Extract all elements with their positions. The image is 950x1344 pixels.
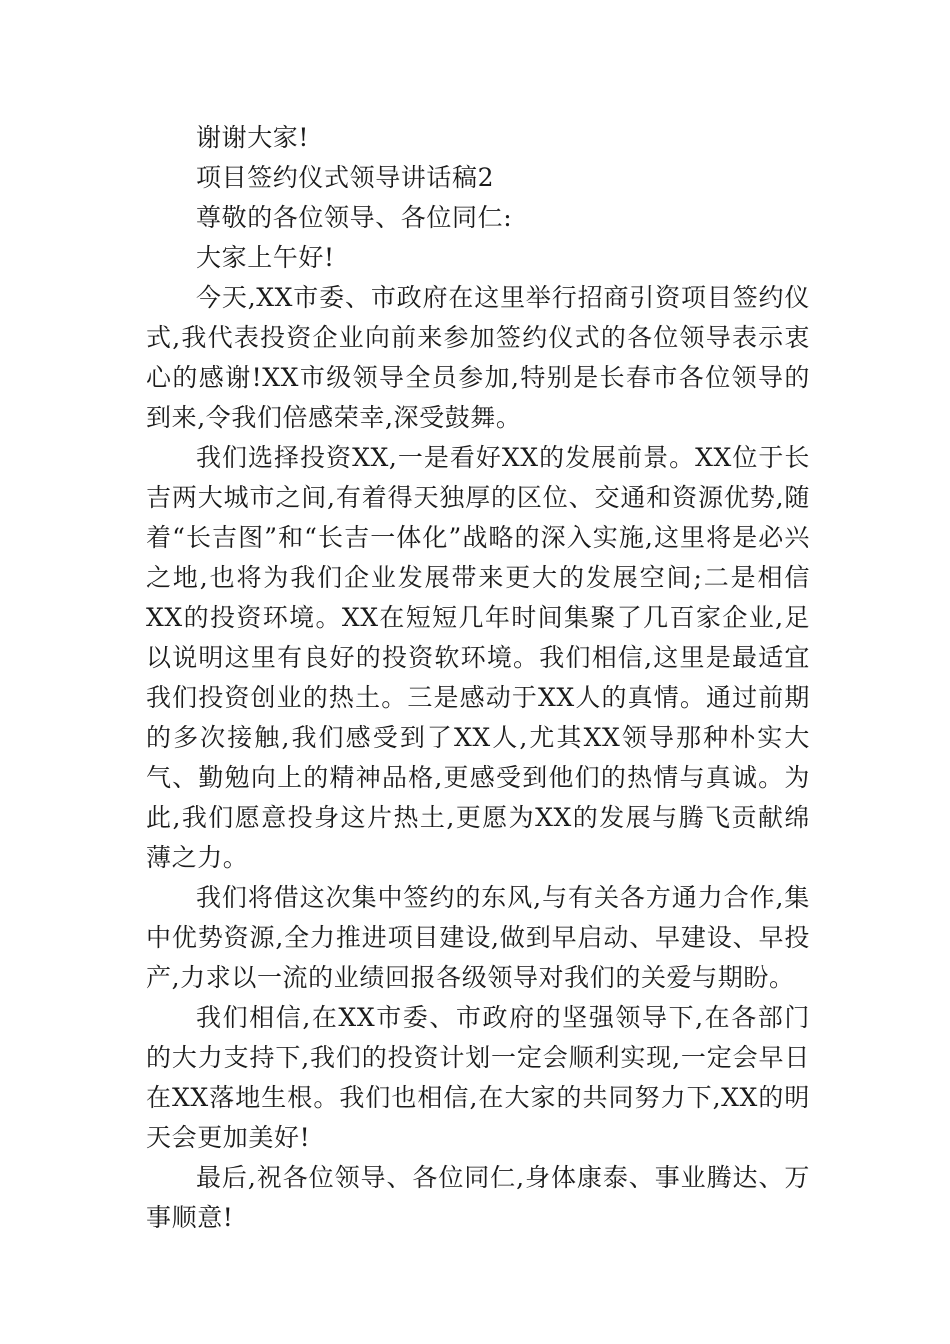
paragraph-thanks: 谢谢大家! (196, 123, 310, 152)
paragraph-salutation: 尊敬的各位领导、各位同仁: (196, 203, 513, 232)
paragraph-commitment: 我们将借这次集中签约的东风,与有关各方通力合作,集中优势资源,全力推进项目建设,做到早启动、早建设、早投产,力求以一流的业绩回报各级领导对我们的关爱与期盼。 (146, 883, 810, 992)
paragraph-reasons: 我们选择投资XX,一是看好XX的发展前景。XX位于长吉两大城市之间,有着得天独厚的区位、交通和资源优势,随着“长吉图”和“长吉一体化”战略的深入实施,这里将是必兴之地,也将为我们企业发展带来更大的发展空间;二是相信XX的投资环境。XX在短短几年时间集聚了几百家企业,足以说明这里有良好的投资软环境。我们相信,这里是最适宜我们投资创业的热土。三是感动于XX人的真情。通过前期的多次接触,我们感受到了XX人,尤其XX领导那种朴实大气、勤勉向上的精神品格,更感受到他们的热情与真诚。为此,我们愿意投身这片热土,更愿为XX的发展与腾飞贡献绵薄之力。 (146, 443, 810, 872)
paragraph-closing: 最后,祝各位领导、各位同仁,身体康泰、事业腾达、万事顺意! (146, 1163, 810, 1232)
document-body (146, 118, 810, 1238)
paragraph-greeting: 大家上午好! (196, 243, 335, 272)
paragraph-title: 项目签约仪式领导讲话稿2 (196, 163, 495, 192)
paragraph-confidence: 我们相信,在XX市委、市政府的坚强领导下,在各部门的大力支持下,我们的投资计划一定会顺利实现,一定会早日在XX落地生根。我们也相信,在大家的共同努力下,XX的明天会更加美好! (146, 1003, 810, 1152)
paragraph-opening: 今天,XX市委、市政府在这里举行招商引资项目签约仪式,我代表投资企业向前来参加签约仪式的各位领导表示衷心的感谢!XX市级领导全员参加,特别是长春市各位领导的到来,令我们倍感荣幸,深受鼓舞。 (146, 283, 810, 432)
